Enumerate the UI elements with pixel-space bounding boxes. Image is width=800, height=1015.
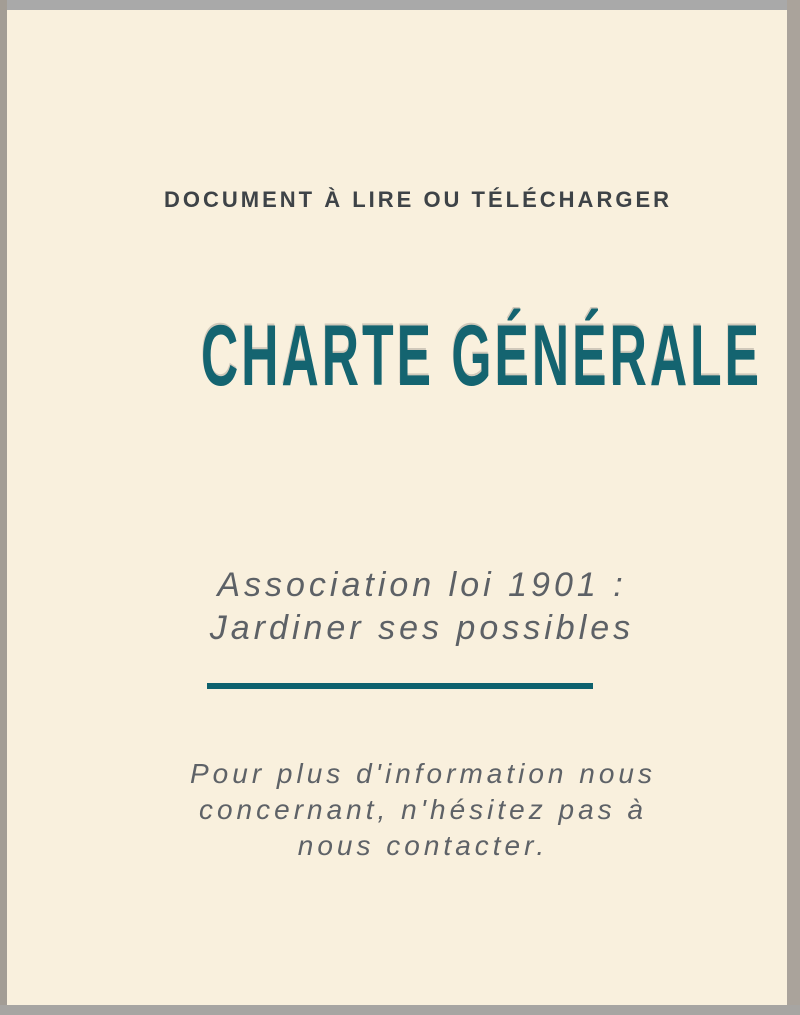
frame-top-strip <box>0 0 800 10</box>
frame-bottom-strip <box>0 1005 800 1015</box>
contact-note <box>33 756 800 864</box>
contact-note-line-1: Pour plus d'information nous <box>190 758 656 789</box>
divider-rule <box>207 683 593 689</box>
frame-right-strip <box>787 0 800 1015</box>
document-kicker: DOCUMENT À LIRE OU TÉLÉCHARGER <box>164 187 672 212</box>
page-title-text: CHARTE GÉNÉRALE <box>201 308 763 404</box>
contact-note-line-3: nous contacter. <box>297 830 549 861</box>
association-subtitle <box>32 564 800 650</box>
document-cover-page <box>7 10 787 1005</box>
subtitle-line-2: Jardiner ses possibles <box>209 609 635 647</box>
subtitle-line-1: Association loi 1901 : <box>217 566 627 604</box>
contact-note-line-2: concernant, n'hésitez pas à <box>198 794 647 825</box>
page-title <box>14 308 794 404</box>
frame-left-strip <box>0 0 7 1015</box>
